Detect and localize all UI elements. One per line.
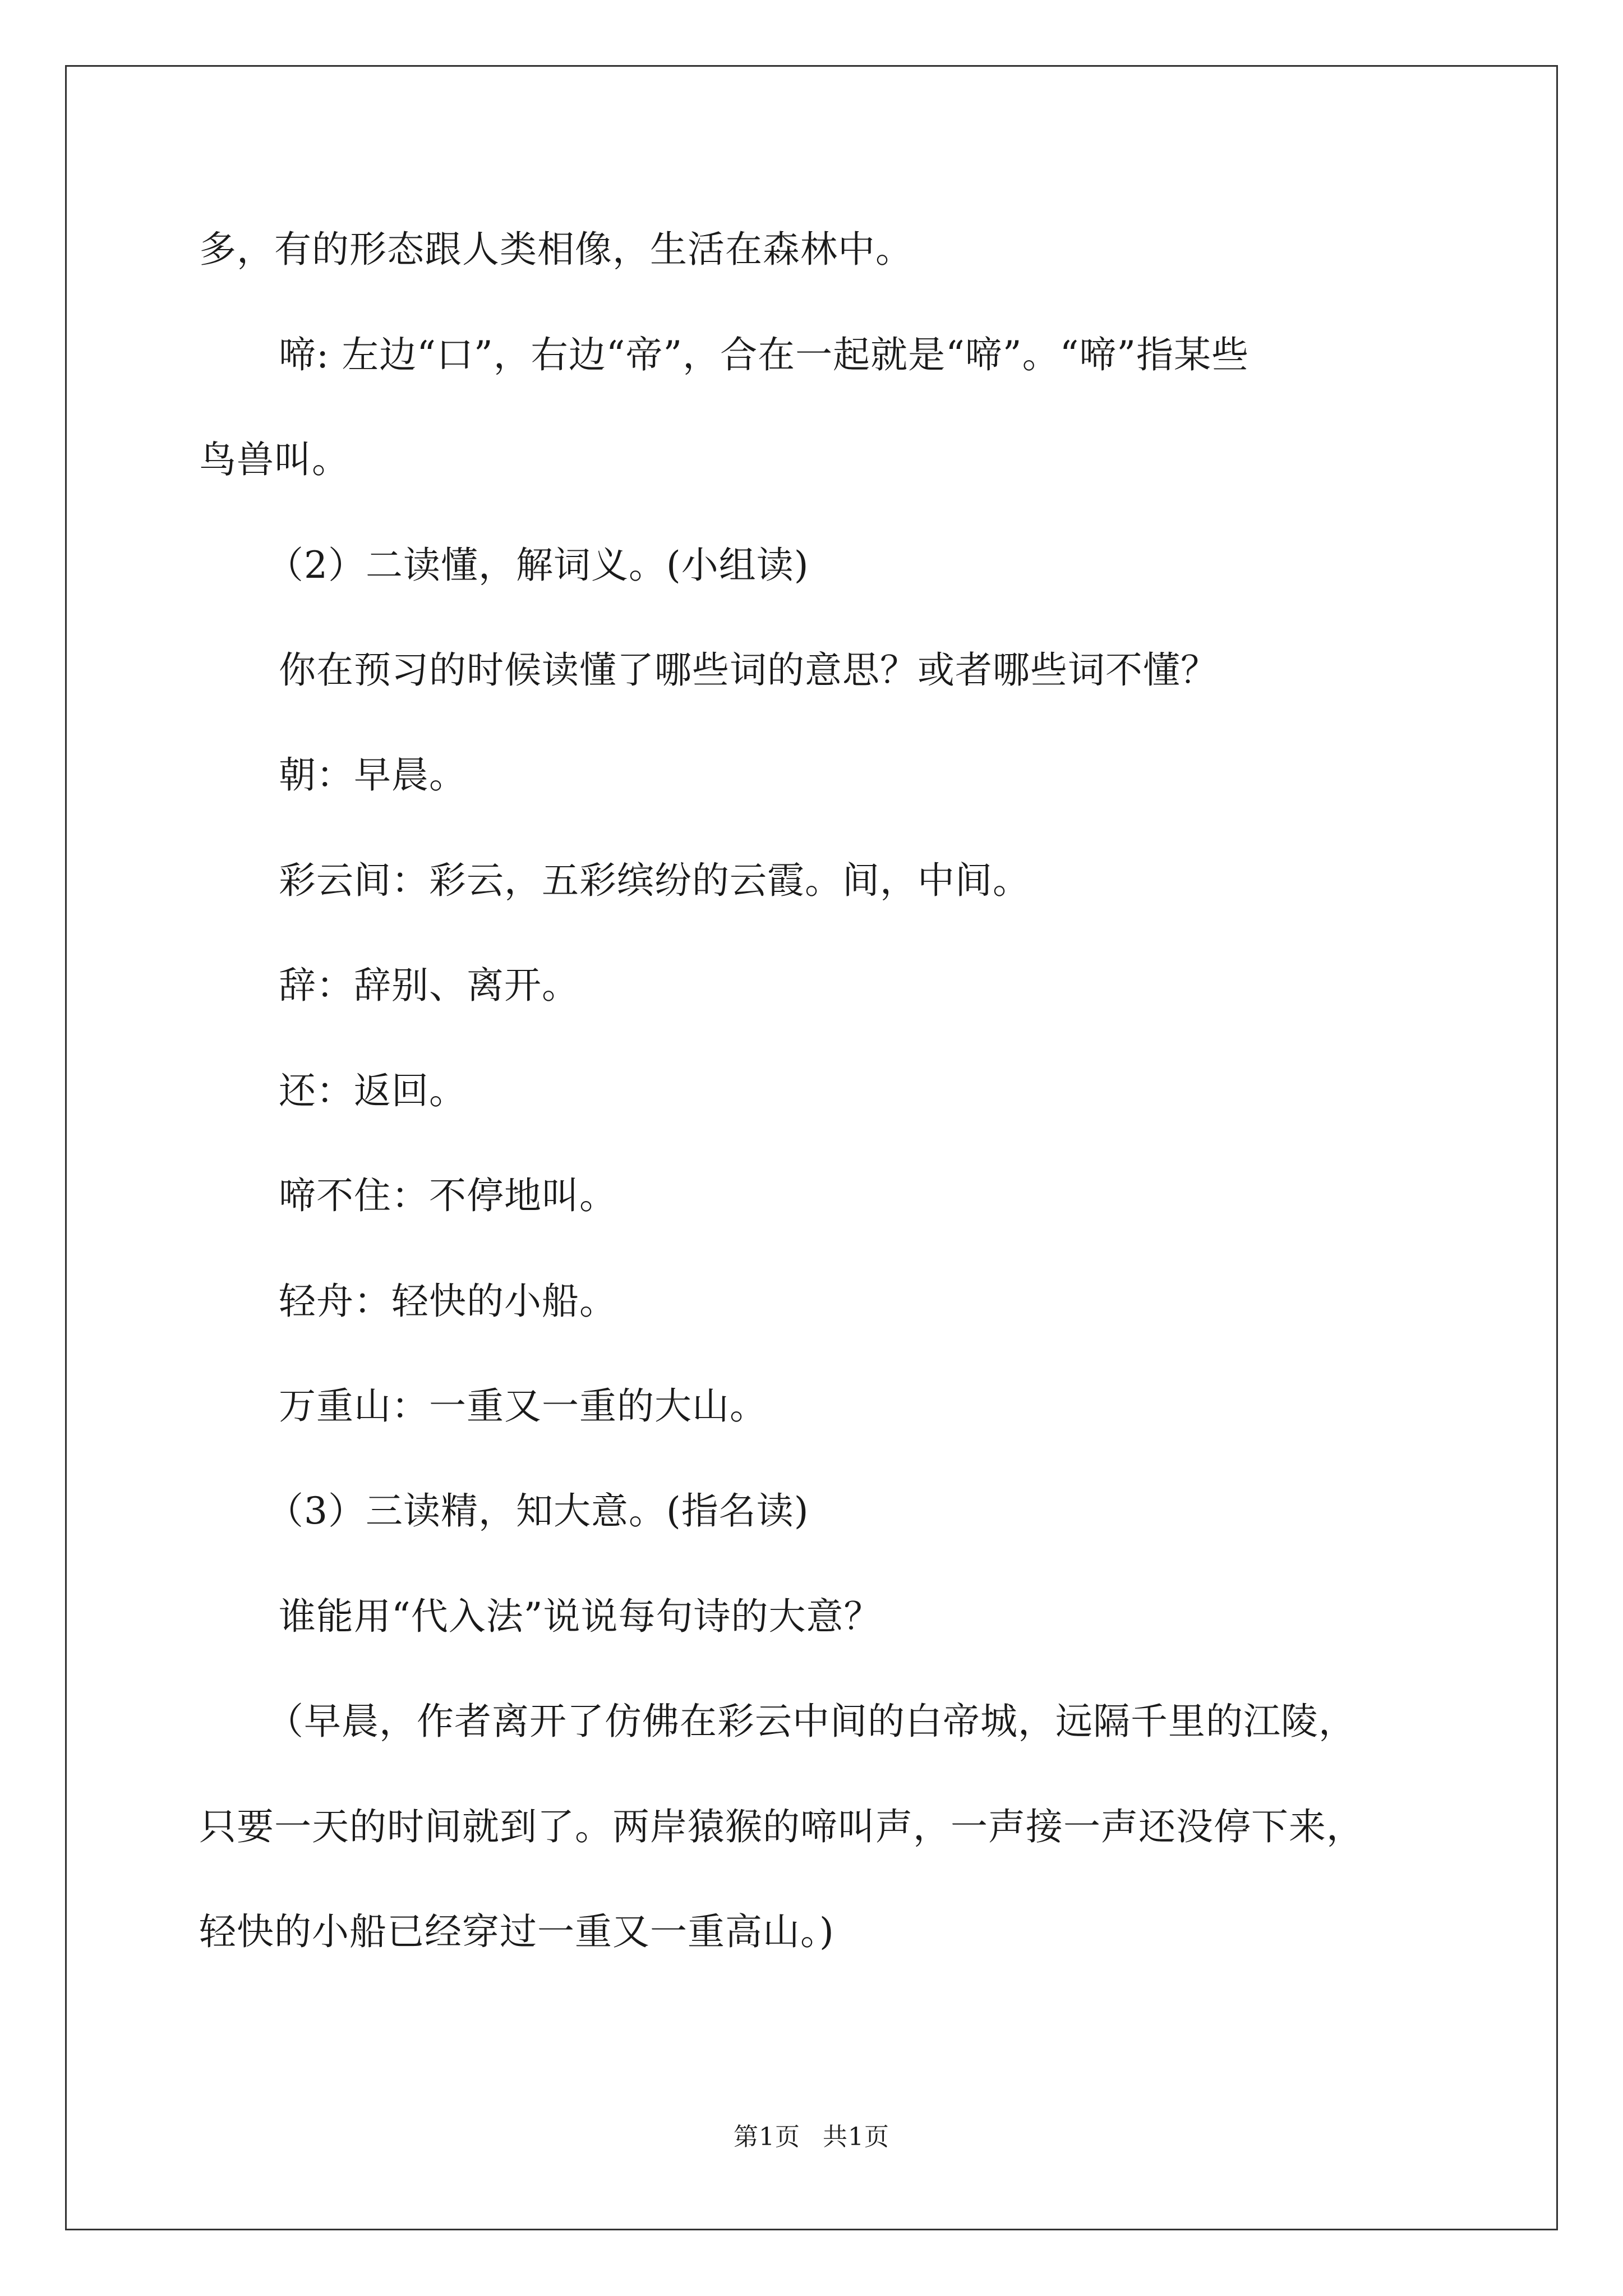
- definition-caiyunjian: 彩云间：彩云，五彩缤纷的云霞。间，中间。: [279, 859, 1030, 902]
- text-line-5: 你在预习的时候读懂了哪些词的意思？或者哪些词不懂？: [279, 648, 1218, 692]
- definition-wanchongshan: 万重山：一重又一重的大山。: [279, 1384, 767, 1428]
- text-line-15: （早晨，作者离开了仿佛在彩云中间的白帝城，远隔千里的江陵，: [266, 1700, 1356, 1743]
- definition-tibuzhu: 啼不住：不停地叫。: [279, 1174, 617, 1217]
- page-footer: [0, 2122, 1623, 2153]
- page-number: 第1页: [734, 2123, 800, 2151]
- text-line-17: 轻快的小船已经穿过一重又一重高山。): [199, 1910, 834, 1953]
- text-line-16: 只要一天的时间就到了。两岸猿猴的啼叫声，一声接一声还没停下来，: [199, 1805, 1364, 1848]
- text-line-3: 鸟兽叫。: [199, 438, 349, 481]
- definition-qingzhou: 轻舟：轻快的小船。: [279, 1280, 617, 1323]
- definition-zhao: 朝：早晨。: [279, 753, 467, 797]
- definition-ci: 辞：辞别、离开。: [279, 964, 579, 1007]
- page-total: 共1页: [823, 2123, 889, 2151]
- page-border: [65, 65, 1558, 2230]
- section-heading-3: （3）三读精，知大意。(指名读): [266, 1489, 809, 1533]
- definition-huan: 还：返回。: [279, 1069, 467, 1112]
- text-line-1: 多，有的形态跟人类相像，生活在森林中。: [199, 228, 913, 271]
- text-line-2: 啼: 左边“口”，右边“帝”，合在一起就是“啼”。“啼”指某些: [279, 333, 1249, 376]
- section-heading-2: （2）二读懂，解词义。(小组读): [266, 544, 809, 587]
- text-line-14: 谁能用“代入法”说说每句诗的大意？: [279, 1595, 882, 1638]
